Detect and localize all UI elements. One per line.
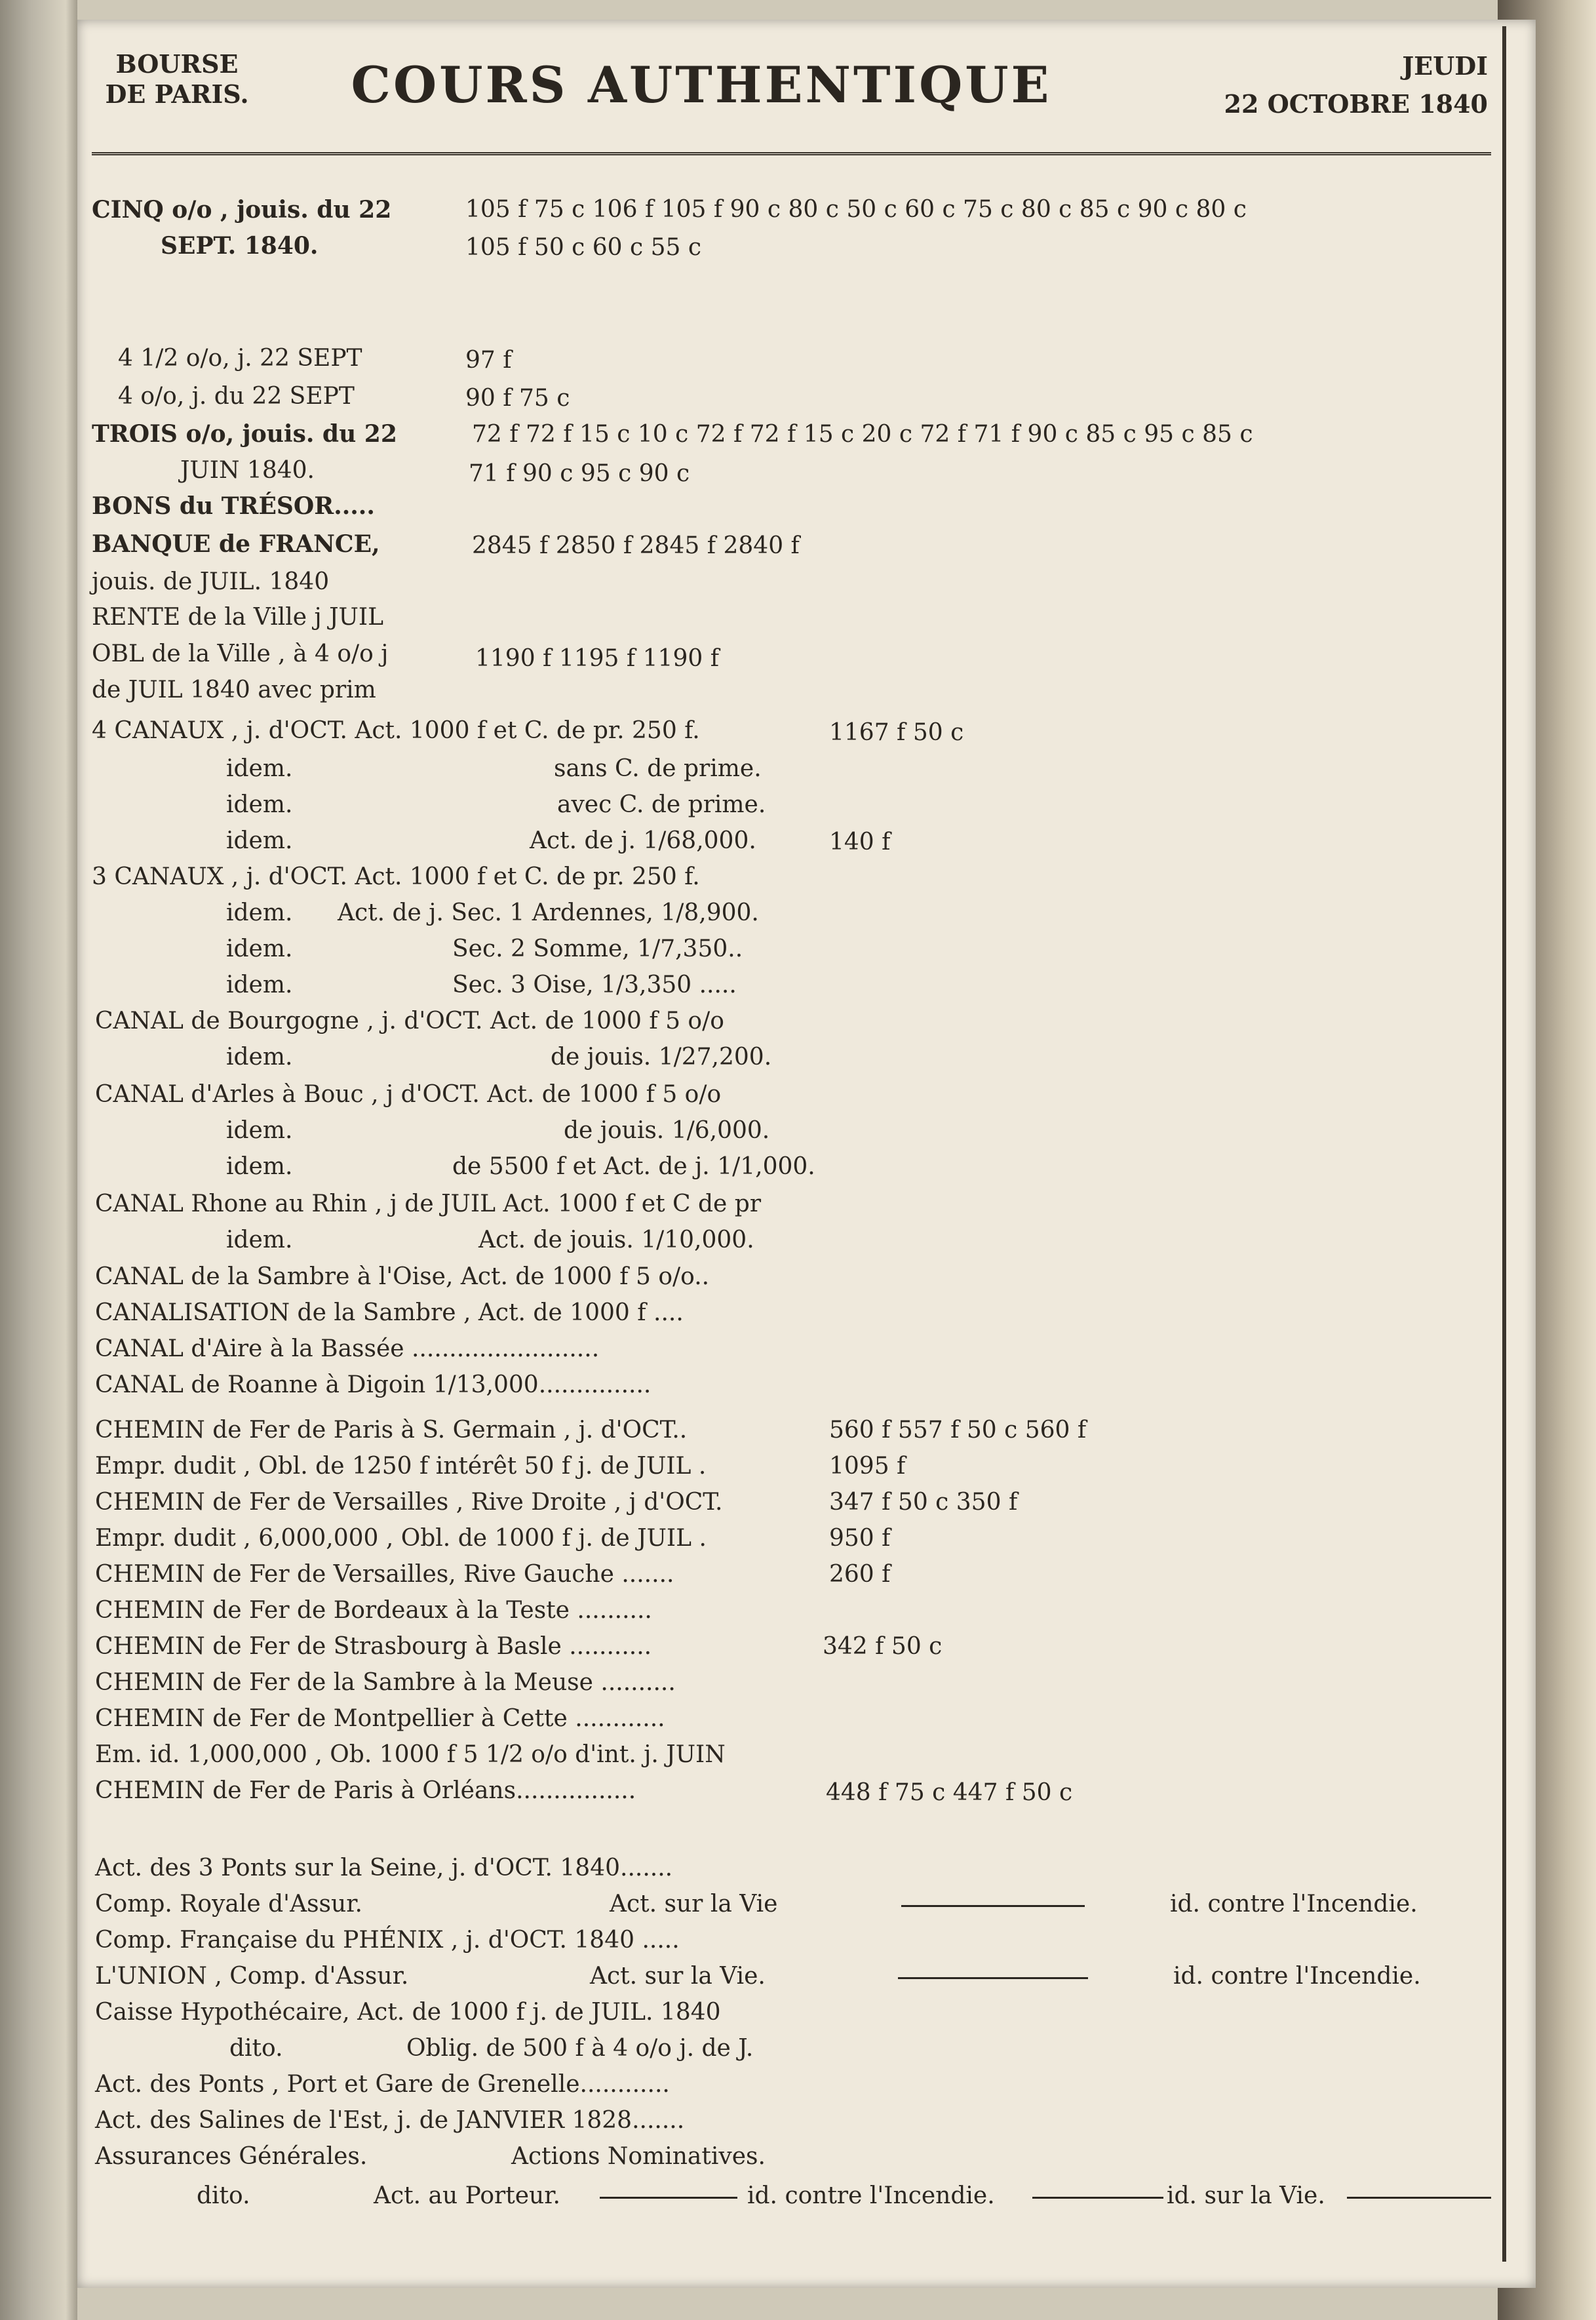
idem-detail: Act. de j. Sec. 1 Ardennes, 1/8,900. [338,899,759,926]
idem-detail: Sec. 3 Oise, 1/3,350 ..... [452,972,737,998]
obl-ville-1: OBL de la Ville , à 4 o/o j [92,640,389,667]
dito-oblig: Oblig. de 500 f à 4 o/o j. de J. [406,2035,754,2062]
quatre-demi-price: 97 f [465,347,512,374]
cinq-label-2: SEPT. 1840. [161,232,319,260]
emprunt-versailles-price: 950 f [829,1525,891,1552]
trois-label-1: TROIS o/o, jouis. du 22 [92,420,397,448]
assurances-generales: Assurances Générales. [95,2143,368,2170]
canal-aire: CANAL d'Aire à la Bassée ......................... [95,1335,600,1362]
bons-tresor: BONS du TRÉSOR..... [92,492,375,520]
blank-rule [1347,2197,1491,2199]
emprunt-saint-germain: Empr. dudit , Obl. de 1250 f intérêt 50 f j. de JUIL . [95,1453,707,1480]
idem-label: idem. [226,791,293,818]
chemin-orleans: CHEMIN de Fer de Paris à Orléans................ [95,1777,636,1804]
canal-sambre-oise: CANAL de la Sambre à l'Oise, Act. de 1000 f 5 o/o.. [95,1263,710,1290]
porteur-incendie: id. contre l'Incendie. [747,2182,995,2209]
idem-label: idem. [226,755,293,782]
canal-rhone-rhin: CANAL Rhone au Rhin , j de JUIL Act. 1000 f et C de pr [95,1190,762,1217]
chemin-versailles-gauche: CHEMIN de Fer de Versailles, Rive Gauche ....... [95,1561,674,1588]
canal-roanne: CANAL de Roanne à Digoin 1/13,000............... [95,1371,652,1398]
cinq-prices-1: 105 f 75 c 106 f 105 f 90 c 80 c 50 c 60 c 75 c 80 c 85 c 90 c 80 c [465,196,1247,223]
header-left [92,49,262,109]
canal-arles: CANAL d'Arles à Bouc , j d'OCT. Act. de 1000 f 5 o/o [95,1081,722,1108]
dito-label: dito. [197,2182,250,2209]
idem-label: idem. [226,1153,293,1180]
ponts-grenelle: Act. des Ponts , Port et Gare de Grenelle............ [95,2071,670,2098]
page-title: COURS AUTHENTIQUE [351,56,1052,114]
idem-detail: Act. de j. 1/68,000. [530,827,756,854]
trois-canaux: 3 CANAUX , j. d'OCT. Act. 1000 f et C. de pr. 250 f. [92,863,700,890]
idem-detail: avec C. de prime. [557,791,766,818]
idem-detail: de 5500 f et Act. de j. 1/1,000. [452,1153,815,1180]
header-date [1114,47,1488,123]
idem-price: 140 f [829,829,891,855]
idem-detail: de jouis. 1/6,000. [564,1117,770,1144]
right-margin-rule [1502,26,1506,2262]
idem-detail: de jouis. 1/27,200. [551,1044,772,1071]
quatre-canaux: 4 CANAUX , j. d'OCT. Act. 1000 f et C. de pr. 250 f. [92,717,700,744]
idem-detail: Act. de jouis. 1/10,000. [478,1227,754,1253]
quatre-price: 90 f 75 c [465,385,570,412]
obl-ville-prices: 1190 f 1195 f 1190 f [475,645,720,672]
dito-label: dito. [229,2035,283,2062]
chemin-orleans-price: 448 f 75 c 447 f 50 c [826,1779,1073,1806]
union-vie: Act. sur la Vie. [590,1963,766,1990]
cinq-prices-2: 105 f 50 c 60 c 55 c [465,234,702,261]
chemin-bordeaux: CHEMIN de Fer de Bordeaux à la Teste .......... [95,1597,652,1624]
comp-royale-vie: Act. sur la Vie [610,1891,778,1917]
book-binding-left [0,0,77,2320]
idem-label: idem. [226,972,293,998]
chemin-strasbourg-price: 342 f 50 c [823,1633,943,1660]
idem-detail: sans C. de prime. [554,755,762,782]
header-de-paris: DE PARIS. [105,79,249,109]
header-rule [92,152,1491,155]
ponts-seine: Act. des 3 Ponts sur la Seine, j. d'OCT. 1840....... [95,1855,673,1881]
actions-nominatives: Actions Nominatives. [511,2143,766,2170]
banque-label-2: jouis. de JUIL. 1840 [92,568,330,595]
chemin-strasbourg: CHEMIN de Fer de Strasbourg à Basle ........... [95,1633,652,1660]
comp-phenix: Comp. Française du PHÉNIX , j. d'OCT. 1840 ..... [95,1927,680,1954]
chemin-saint-germain-price: 560 f 557 f 50 c 560 f [829,1417,1087,1444]
chemin-sambre-meuse: CHEMIN de Fer de la Sambre à la Meuse .......... [95,1669,676,1696]
comp-royale: Comp. Royale d'Assur. [95,1891,362,1917]
porteur-vie: id. sur la Vie. [1167,2182,1325,2209]
quatre-canaux-price: 1167 f 50 c [829,719,964,746]
banque-label-1: BANQUE de FRANCE, [92,530,380,558]
chemin-versailles-gauche-price: 260 f [829,1561,891,1588]
union-assur: L'UNION , Comp. d'Assur. [95,1963,409,1990]
idem-label: idem. [226,827,293,854]
chemin-versailles-droite: CHEMIN de Fer de Versailles , Rive Droite , j d'OCT. [95,1489,723,1516]
comp-royale-incendie: id. contre l'Incendie. [1170,1891,1418,1917]
idem-label: idem. [226,899,293,926]
blank-rule [898,1977,1088,1979]
canalisation-sambre: CANALISATION de la Sambre , Act. de 1000 f .... [95,1299,684,1326]
act-porteur: Act. au Porteur. [374,2182,560,2209]
caisse-hypothecaire: Caisse Hypothécaire, Act. de 1000 f j. de JUIL. 1840 [95,1999,721,2026]
header-full-date: 22 OCTOBRE 1840 [1224,89,1488,119]
idem-label: idem. [226,1227,293,1253]
idem-detail: Sec. 2 Somme, 1/7,350.. [452,935,743,962]
quatre-demi-label: 4 1/2 o/o, j. 22 SEPT [118,345,362,372]
union-incendie: id. contre l'Incendie. [1173,1963,1421,1990]
idem-label: idem. [226,1044,293,1071]
blank-rule [600,2197,737,2199]
chemin-saint-germain: CHEMIN de Fer de Paris à S. Germain , j. d'OCT.. [95,1417,688,1444]
canal-bourgogne: CANAL de Bourgogne , j. d'OCT. Act. de 1000 f 5 o/o [95,1008,724,1034]
idem-label: idem. [226,935,293,962]
salines-est: Act. des Salines de l'Est, j. de JANVIER 1828....... [95,2107,685,2134]
header-weekday: JEUDI [1402,51,1488,81]
emission-montpellier: Em. id. 1,000,000 , Ob. 1000 f 5 1/2 o/o d'int. j. JUIN [95,1741,726,1768]
trois-prices-1: 72 f 72 f 15 c 10 c 72 f 72 f 15 c 20 c 72 f 71 f 90 c 85 c 95 c 85 c [472,421,1253,448]
quatre-label: 4 o/o, j. du 22 SEPT [118,383,355,410]
chemin-versailles-droite-price: 347 f 50 c 350 f [829,1489,1018,1516]
trois-label-2: JUIN 1840. [180,457,315,484]
blank-rule [1032,2197,1163,2199]
trois-prices-2: 71 f 90 c 95 c 90 c [469,460,690,487]
emprunt-saint-germain-price: 1095 f [829,1453,906,1480]
blank-rule [901,1905,1085,1907]
banque-prices: 2845 f 2850 f 2845 f 2840 f [472,532,800,559]
header-bourse: BOURSE [115,49,239,79]
idem-label: idem. [226,1117,293,1144]
chemin-montpellier: CHEMIN de Fer de Montpellier à Cette ............ [95,1705,665,1732]
obl-ville-2: de JUIL 1840 avec prim [92,677,376,703]
emprunt-versailles: Empr. dudit , 6,000,000 , Obl. de 1000 f j. de JUIL . [95,1525,707,1552]
rente-ville: RENTE de la Ville j JUIL [92,604,383,631]
cinq-label-1: CINQ o/o , jouis. du 22 [92,196,392,224]
